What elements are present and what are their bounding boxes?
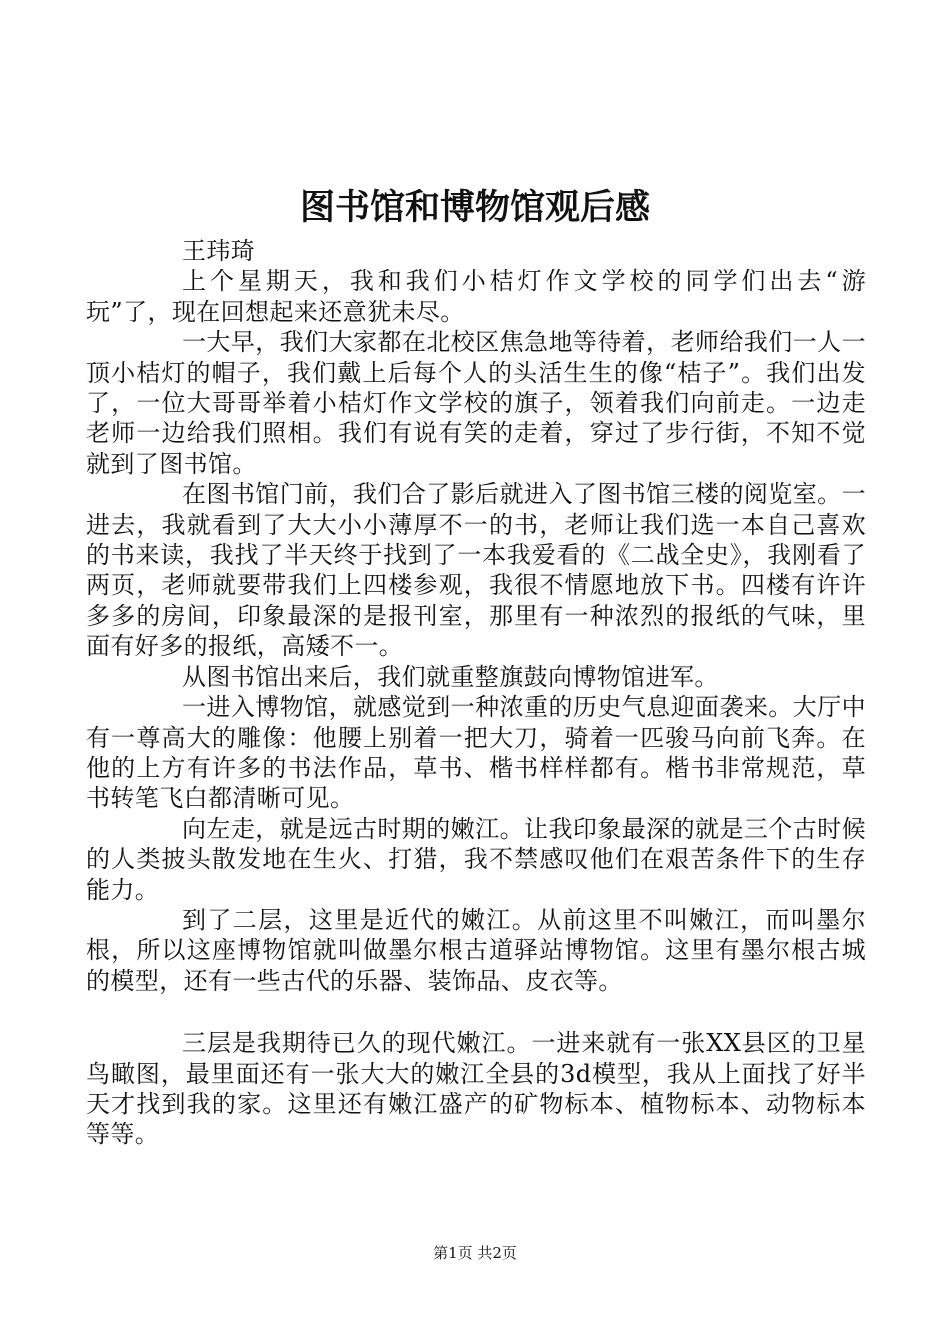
- paragraph-2: 一大早，我们大家都在北校区焦急地等待着，老师给我们一人一顶小桔灯的帽子，我们戴上后每个人的头活生生的像“桔子”。我们出发了，一位大哥哥举着小桔灯作文学校的旗子，领着我们向前走。一边走老师一边给我们照相。我们有说有笑的走着，穿过了步行街，不知不觉就到了图书馆。: [86, 328, 866, 478]
- author-name: 王玮琦: [182, 237, 256, 265]
- document-body: [86, 236, 866, 1150]
- page-footer: 第1页 共2页: [433, 1244, 517, 1262]
- paragraph-5: 一进入博物馆，就感觉到一种浓重的历史气息迎面袭来。大厅中有一尊高大的雕像：他腰上别着一把大刀，骑着一匹骏马向前飞奔。在他的上方有许多的书法作品，草书、楷书样样都有。楷书非常规范，草书转笔飞白都清晰可见。: [86, 693, 866, 813]
- document-title: 图书馆和博物馆观后感: [299, 187, 650, 228]
- paragraph-1: 上个星期天，我和我们小桔灯作文学校的同学们出去“游玩”了，现在回想起来还意犹未尽。: [86, 267, 866, 326]
- paragraph-4: 从图书馆出来后，我们就重整旗鼓向博物馆进军。: [182, 662, 719, 691]
- paragraph-3: 在图书馆门前，我们合了影后就进入了图书馆三楼的阅览室。一进去，我就看到了大大小小薄厚不一的书，老师让我们选一本自己喜欢的书来读，我找了半天终于找到了一本我爱看的《二战全史》，我刚看了两页，老师就要带我们上四楼参观，我很不情愿地放下书。四楼有许许多多的房间，印象最深的是报刊室，那里有一种浓烈的报纸的气味，里面有好多的报纸，高矮不一。: [86, 480, 866, 661]
- paragraph-6: 向左走，就是远古时期的嫩江。让我印象最深的就是三个古时候的人类披头散发地在生火、打猎，我不禁感叹他们在艰苦条件下的生存能力。: [86, 814, 866, 904]
- paragraph-7: 到了二层，这里是近代的嫩江。从前这里不叫嫩江，而叫墨尔根，所以这座博物馆就叫做墨尔根古道驿站博物馆。这里有墨尔根古城的模型，还有一些古代的乐器、装饰品、皮衣等。: [86, 905, 866, 995]
- paragraph-8: 三层是我期待已久的现代嫩江。一进来就有一张XX县区的卫星鸟瞰图，最里面还有一张大大的嫩江全县的3d模型，我从上面找了好半天才找到我的家。这里还有嫩江盛产的矿物标本、植物标本、动物标本等等。: [86, 1029, 866, 1149]
